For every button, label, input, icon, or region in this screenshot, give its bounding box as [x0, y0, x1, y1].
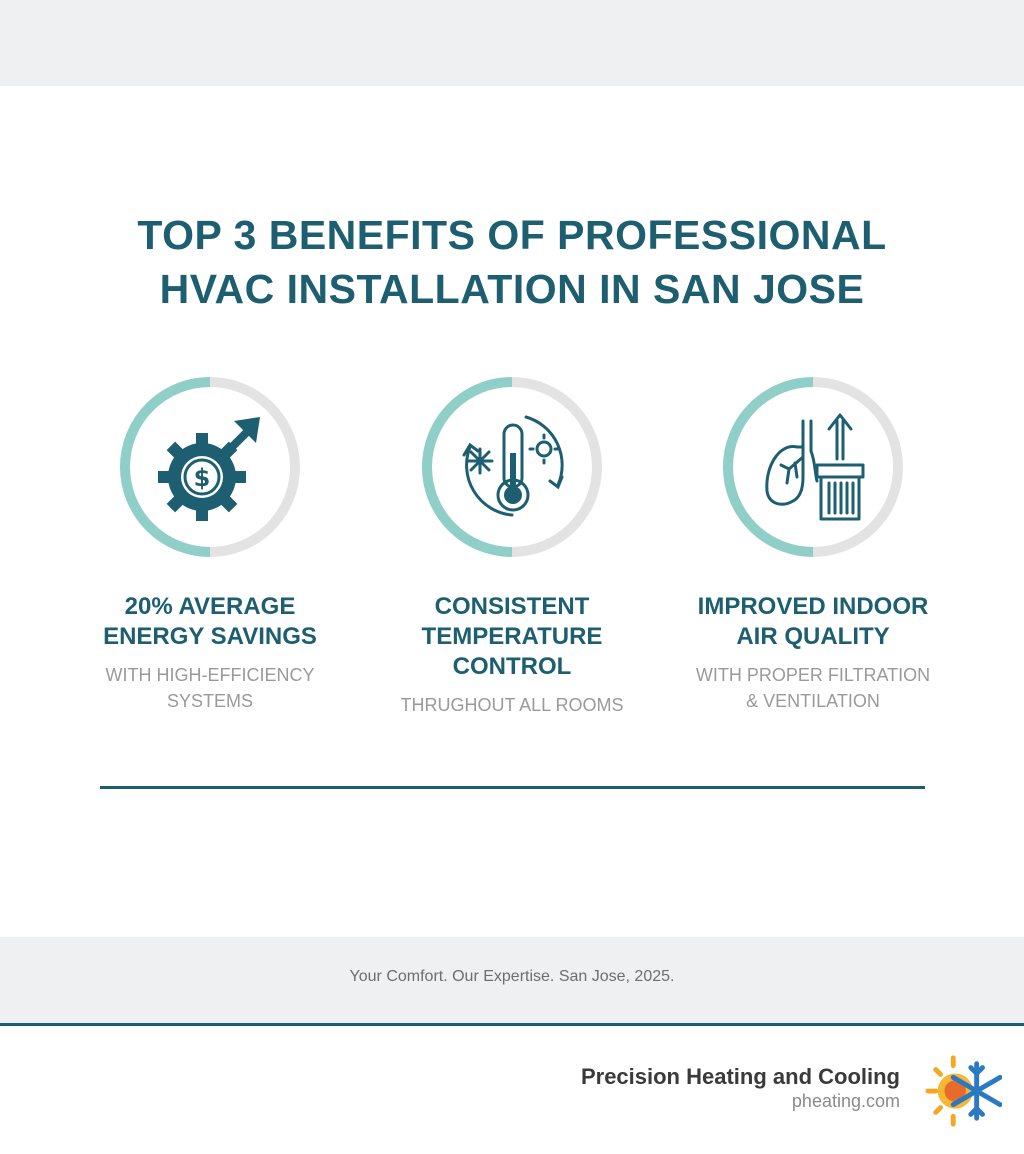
sun-snowflake-logo-icon [924, 1052, 1002, 1130]
benefit-subtext: THRUGHOUT ALL ROOMS [400, 695, 624, 715]
page-title [0, 208, 1024, 316]
thermometer-snowflake-sun-icon [452, 407, 572, 527]
footer-divider [0, 1023, 1024, 1026]
benefit-ring [117, 374, 303, 560]
title-line-2: HVAC INSTALLATION IN SAN JOSE [159, 266, 865, 312]
brand-block [581, 1064, 900, 1112]
benefit-ring [720, 374, 906, 560]
section-divider [100, 786, 925, 789]
benefit-card-temperature-control [362, 374, 662, 718]
benefit-card-air-quality [663, 374, 963, 714]
gear-dollar-arrow-icon [150, 407, 270, 527]
benefit-heading: IMPROVED INDOOR AIR QUALITY [697, 593, 929, 650]
benefit-heading: 20% AVERAGE ENERGY SAVINGS [103, 593, 317, 650]
benefit-subtext: WITH PROPER FILTRATION & VENTILATION [695, 665, 931, 711]
brand-website[interactable]: pheating.com [791, 1091, 900, 1111]
footer-tagline: Your Comfort. Our Expertise. San Jose, 2025. [349, 968, 675, 985]
benefit-card-energy-savings [60, 374, 360, 714]
lungs-filter-icon [753, 407, 873, 527]
svg-text:$: $ [193, 464, 211, 492]
benefit-ring [419, 374, 605, 560]
benefit-subtext: WITH HIGH-EFFICIENCY SYSTEMS [105, 665, 315, 711]
benefit-heading: CONSISTENT TEMPERATURE CONTROL [421, 593, 603, 680]
top-band [0, 0, 1024, 86]
brand-name: Precision Heating and Cooling [580, 1064, 900, 1089]
title-line-1: TOP 3 BENEFITS OF PROFESSIONAL [137, 212, 887, 258]
